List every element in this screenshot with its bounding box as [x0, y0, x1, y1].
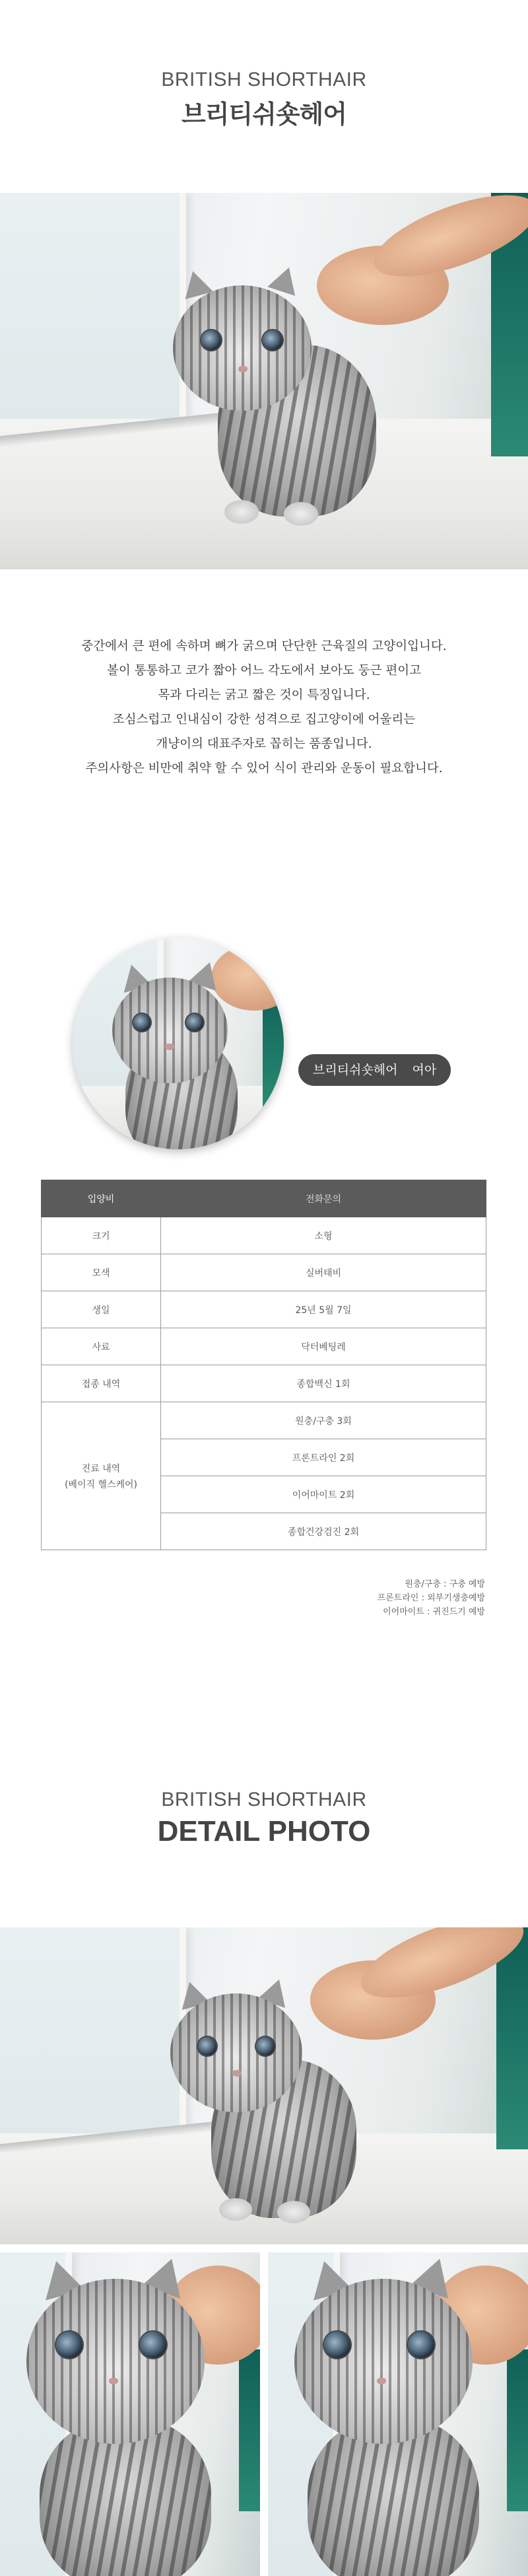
detail-kitten-photo [0, 1927, 528, 2244]
breed-gender-tag [298, 1054, 451, 1086]
note-line: 원충/구충 : 구충 예방 [405, 1579, 485, 1589]
row-value: 소형 [161, 1217, 486, 1254]
row-value: 25년 5월 7일 [161, 1291, 486, 1328]
row-value: 닥터베팅레 [161, 1328, 486, 1365]
row-label: 생일 [42, 1291, 161, 1328]
table-row [42, 1365, 486, 1402]
care-item: 이어마이트 2회 [161, 1476, 486, 1513]
breed-description [0, 634, 528, 781]
care-item: 프론트라인 2회 [161, 1439, 486, 1476]
row-value: 종합백신 1회 [161, 1365, 486, 1402]
detail-kitten-closeup-left [0, 2252, 260, 2576]
tag-gender: 여아 [412, 1063, 437, 1077]
detail-photo-title: DETAIL PHOTO [157, 1815, 371, 1847]
care-label-line: (베이직 헬스케어) [64, 1479, 138, 1490]
row-label: 크기 [42, 1217, 161, 1254]
description-line: 볼이 통통하고 코가 짧아 어느 각도에서 보아도 둥근 편이고 [107, 664, 421, 678]
detail-english-title: BRITISH SHORTHAIR [161, 1789, 367, 1810]
kitten-portrait-circle [73, 938, 284, 1149]
row-label: 접종 내역 [42, 1365, 161, 1402]
care-history-label [42, 1402, 161, 1550]
row-label: 사료 [42, 1328, 161, 1365]
kitten-info-table [41, 1180, 486, 1550]
row-value: 실버태비 [161, 1254, 486, 1291]
adoption-fee-label: 입양비 [42, 1180, 161, 1217]
description-line: 개냥이의 대표주자로 꼽히는 품종입니다. [156, 737, 372, 751]
care-item: 종합건강검진 2회 [161, 1513, 486, 1550]
description-line: 중간에서 큰 편에 속하며 뼈가 굵으며 단단한 근육질의 고양이입니다. [81, 639, 447, 653]
description-line: 주의사항은 비만에 취약 할 수 있어 식이 관리와 운동이 필요합니다. [85, 762, 443, 775]
description-line: 목과 다리는 굵고 짧은 것이 특징입니다. [158, 688, 370, 702]
table-header-row [42, 1180, 486, 1217]
care-label-line: 진료 내역 [81, 1463, 121, 1474]
adoption-fee-value: 전화문의 [161, 1180, 486, 1217]
note-line: 프론트라인 : 외부기생충예방 [377, 1593, 485, 1603]
table-row [42, 1217, 486, 1254]
detail-kitten-closeup-right [268, 2252, 528, 2576]
hero-kitten-photo [0, 193, 528, 569]
care-item: 원충/구충 3회 [161, 1402, 486, 1439]
tag-breed: 브리티쉬숏헤어 [313, 1063, 398, 1077]
note-line: 이어마이트 : 귀진드기 예방 [383, 1607, 485, 1617]
table-row [42, 1291, 486, 1328]
breed-english-title: BRITISH SHORTHAIR [161, 69, 367, 90]
table-row [42, 1328, 486, 1365]
breed-korean-title: 브리티쉬숏헤어 [182, 100, 346, 129]
table-row [42, 1402, 486, 1439]
care-notes [378, 1577, 485, 1619]
description-line: 조심스럽고 인내심이 강한 성격으로 집고양이에 어울리는 [112, 713, 416, 727]
row-label: 모색 [42, 1254, 161, 1291]
table-row [42, 1254, 486, 1291]
